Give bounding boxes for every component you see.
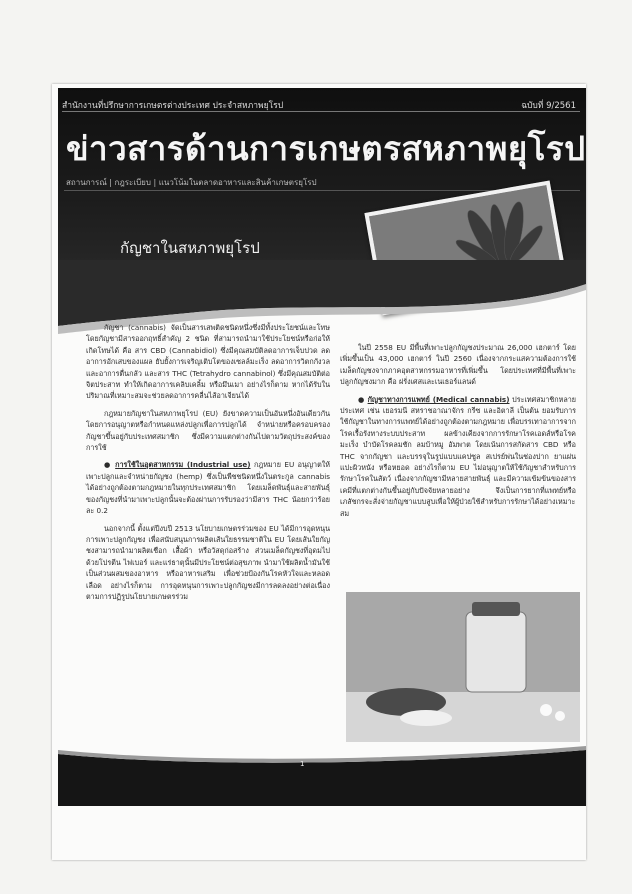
bullet-marker: ●: [358, 394, 368, 404]
right-column: [340, 342, 576, 525]
office-name: สำนักงานที่ปรึกษาการเกษตรต่างประเทศ ประจำสหภาพยุโรป: [62, 101, 284, 111]
paragraph: ในปี 2558 EU มีพื้นที่เพาะปลูกกัญชงประมาณ 26,000 เฮกตาร์ โดยเพิ่มขึ้นเป็น 43,000 เฮกตาร์ ในปี 2560 เนื่องจากกระแสความต้องการใช้เมล็ดกัญชงจากภาคอุตสาหกรรมอาหารที่เพิ่มขึ้น โดยประเทศที่มีพื้นที่เพาะปลูกกัญชงมาก คือ ฝรั่งเศสและเนเธอร์แลนด์: [340, 343, 576, 387]
left-column: [86, 322, 330, 608]
article-title: กัญชาในสหภาพยุโรป: [120, 239, 260, 257]
newsletter-title: ข่าวสารด้านการเกษตรสหภาพยุโรป: [66, 129, 586, 168]
paragraph: นอกจากนี้ ตั้งแต่ปีงบปี 2513 นโยบายเกษตรร่วมของ EU ได้มีการอุดหนุนการเพาะปลูกกัญชง เพื่อสนับสนุนการผลิตเส้นใยธรรมชาติใน EU โดยเส้นใยกัญชงสามารถนำมาผลิตเชือก เสื้อผ้า หรือวัสดุก่อสร้าง ส่วนเมล็ดกัญชงที่อุดมไปด้วยโปรตีน ไฟเบอร์ และแร่ธาตุนั้นมีประโยชน์ต่อสุขภาพ นำมาใช้ผลิตน้ำมันใช้เป็นส่วนผสมของอาหาร หรืออาหารเสริม เพื่อช่วยป้องกันโรคหัวใจและหลอดเลือด อย่างไรก็ตาม การอุดหนุนการเพาะปลูกกัญชงมีการลดลงอย่างต่อเนื่องตามการปฏิรูปนโยบายเกษตรร่วม: [86, 523, 330, 601]
bullet-paragraph: [340, 394, 576, 519]
bullet-heading: การใช้ในอุตสาหกรรม (Industrial use): [115, 460, 251, 470]
bullet-heading: กัญชาทางการแพทย์ (Medical cannabis): [367, 394, 510, 404]
bullet-paragraph: [86, 459, 330, 516]
issue-number: ฉบับที่ 9/2561: [521, 101, 576, 111]
footer-wave: [58, 746, 586, 806]
paragraph: กฎหมายกัญชาในสหภาพยุโรป (EU) ยังขาดความเป็นอันหนึ่งอันเดียวกัน โดยการอนุญาตหรือกำหนดแหล่งปลูกเพื่อการปลูกได้ จำหน่ายหรือครอบครองกัญชาขึ้นอยู่กับประเทศสมาชิก ซึ่งมีความแตกต่างกันไปตามวัตถุประสงค์ของการใช้: [86, 408, 330, 453]
bullet-text: ประเทศสมาชิกหลายประเทศ เช่น เยอรมนี สหราชอาณาจักร กรีซ และอิตาลี เป็นต้น ยอมรับการใช้กัญชาในทางการแพทย์ได้อย่างถูกต้องตามกฎหมาย เพื่อบรรเทาอาการจากโรคเรื้อรังทางระบบประสาท ผลข้างเคียงจากการรักษาโรคเอดส์หรือโรคมะเร็ง บำบัดโรคลมชัก ลมบ้าหมู อัมพาต โดยเน้นการสกัดสาร CBD หรือ THC จากกัญชา และบรรจุในรูปแบบแคปซูล สเปรย์พ่นในช่องปาก ยาแผ่นแปะผิวหนัง หรือหยอด อย่างไรก็ตาม EU ไม่อนุญาตให้ใช้กัญชาสำหรับการรักษาโรคในสัตว์ เนื่องจากกัญชามีหลายสายพันธุ์ และมีความเข้มข้นของสารเคมีที่แตกต่างกันขึ้นอยู่กับปัจจัยหลายอย่าง จึงเป็นการยากที่แพทย์หรือเภสัชกรจะสั่งจ่ายกัญชาแบบสูบเพื่อให้ผู้ป่วยใช้สำหรับการรักษาได้อย่างเหมาะสม: [340, 394, 577, 518]
top-bar: [62, 98, 580, 112]
bullet-marker: ●: [104, 460, 116, 470]
newsletter-subtitle: สถานการณ์ | กฎระเบียบ | แนวโน้มในตลาดอาหารและสินค้าเกษตรยุโรป: [66, 178, 317, 187]
paragraph: กัญชา (cannabis) จัดเป็นสารเสพติดชนิดหนึ่งซึ่งมีทั้งประโยชน์และโทษ โดยกัญชามีสารออกฤทธิ์สำคัญ 2 ชนิด ที่สามารถนำมาใช้ประโยชน์หรือก่อให้เกิดโทษได้ คือ สาร CBD (Cannabidiol) ซึ่งมีคุณสมบัติลดอาการเจ็บปวด ลดอาการอักเสบของแผล ยับยั้งการเจริญเติบโตของเซลล์มะเร็ง ลดอาการวิตกกังวล และอาการตื่นกลัว และสาร THC (Tetrahydro cannabinol) ซึ่งมีคุณสมบัติต่อจิตประสาท ทำให้เกิดอาการเคลิบเคลิ้ม หรือมึนเมา อย่างไรก็ตาม หากได้รับในปริมาณที่เหมาะสมจะช่วยลดอาการคลื่นไส้อาเจียนได้: [86, 323, 330, 401]
top-rule: [62, 111, 580, 112]
medical-cannabis-photo: [346, 592, 580, 742]
bullet-text: กฎหมาย EU อนุญาตให้เพาะปลูกและจำหน่ายกัญชง (hemp) ซึ่งเป็นพืชชนิดหนึ่งในตระกูล cannabis ได้อย่างถูกต้องตามกฎหมายในทุกประเทศสมาชิก โดยเมล็ดพันธุ์และสายพันธุ์ของกัญชงที่นำมาเพาะปลูกนั้นจะต้องผ่านการรับรองว่ามีสาร THC น้อยกว่าร้อยละ 0.2: [86, 460, 330, 516]
page-number: 1: [300, 760, 305, 768]
